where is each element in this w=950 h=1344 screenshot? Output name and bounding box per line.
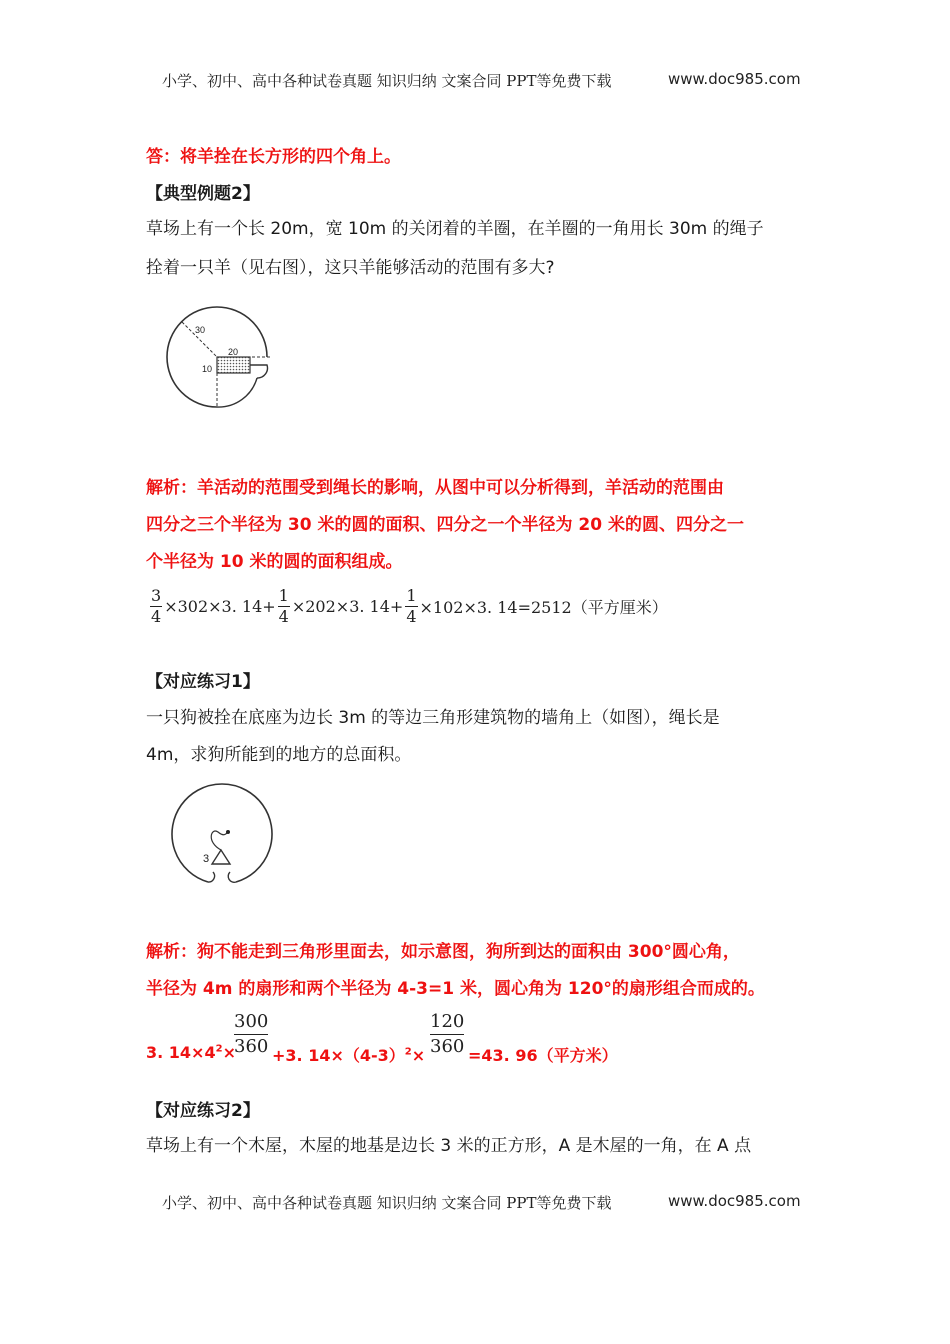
dog-point	[226, 830, 230, 834]
practice1-formula-result: =43. 96（平方米）	[468, 1046, 618, 1065]
practice1-heading: 【对应练习1】	[146, 672, 260, 692]
practice1-line1: 一只狗被拴在底座为边长 3m 的等边三角形建筑物的墙角上（如图），绳长是	[146, 708, 720, 728]
header-text: 小学、初中、高中各种试卷真题 知识归纳 文案合同 PPT等免费下载	[162, 72, 612, 90]
example2-analysis1: 解析：羊活动的范围受到绳长的影响，从图中可以分析得到，羊活动的范围由	[146, 478, 724, 498]
rope-curve	[211, 831, 228, 850]
example2-formula: $\frac{3}{4}$ ×302×3. 14+ $\frac{1}{4}$ ×202×3. 14+ $\frac{1}{4}$ ×102×3. 14=2512（平方厘米）	[151, 586, 668, 626]
example2-line2: 拴着一只羊（见右图），这只羊能够活动的范围有多大?	[146, 258, 555, 278]
example2-analysis2: 四分之三个半径为 30 米的圆的面积、四分之一个半径为 20 米的圆、四分之一	[146, 515, 744, 535]
range-arc-right	[228, 872, 236, 882]
sheep-range-figure	[160, 305, 290, 415]
practice1-analysis2: 半径为 4m 的扇形和两个半径为 4-3=1 米，圆心角为 120°的扇形组合而成的。	[146, 979, 765, 999]
practice1-formula: 3. $14\times 4^2\times$	[146, 1043, 236, 1062]
range-arc-left	[208, 872, 215, 882]
fraction-300-360: $\frac{300}{360}$	[234, 1011, 269, 1057]
range-arc-small	[217, 378, 257, 407]
example2-heading: 【典型例题2】	[146, 184, 260, 204]
label-10: 10	[202, 364, 213, 374]
fraction-1-4-a: $\frac{1}{4}$	[278, 586, 289, 626]
fraction-120-360: $\frac{120}{360}$	[430, 1011, 465, 1057]
fraction-3-4: $\frac{3}{4}$	[151, 586, 162, 626]
footer-url: www.doc985.com	[668, 1192, 801, 1210]
pen-rectangle	[217, 357, 250, 373]
example2-line1: 草场上有一个长 20m，宽 10m 的关闭着的羊圈，在羊圈的一角用长 30m 的绳子	[146, 219, 764, 239]
practice1-analysis1: 解析：狗不能走到三角形里面去，如示意图，狗所到达的面积由 300°圆心角，	[146, 942, 740, 962]
example2-analysis3: 个半径为 10 米的圆的面积组成。	[146, 552, 403, 572]
range-arc-medium	[250, 365, 267, 378]
range-arc-large	[172, 784, 272, 882]
label-20: 20	[228, 347, 239, 357]
fraction-1-4-b: $\frac{1}{4}$	[406, 586, 417, 626]
practice1-line2: 4m，求狗所能到的地方的总面积。	[146, 745, 412, 765]
practice1-formula-mid: +3. $14\times(4-3)^2\times$	[272, 1046, 426, 1065]
practice2-heading: 【对应练习2】	[146, 1101, 260, 1121]
answer-text: 答：将羊拴在长方形的四个角上。	[146, 147, 401, 167]
label-30: 30	[195, 325, 206, 335]
footer-text: 小学、初中、高中各种试卷真题 知识归纳 文案合同 PPT等免费下载	[162, 1194, 612, 1212]
triangle-building	[212, 850, 230, 864]
dog-range-figure	[166, 782, 276, 892]
practice2-line1: 草场上有一个木屋，木屋的地基是边长 3 米的正方形，A 是木屋的一角，在 A 点	[146, 1136, 752, 1156]
header-url: www.doc985.com	[668, 70, 801, 88]
label-3: 3	[203, 853, 210, 865]
